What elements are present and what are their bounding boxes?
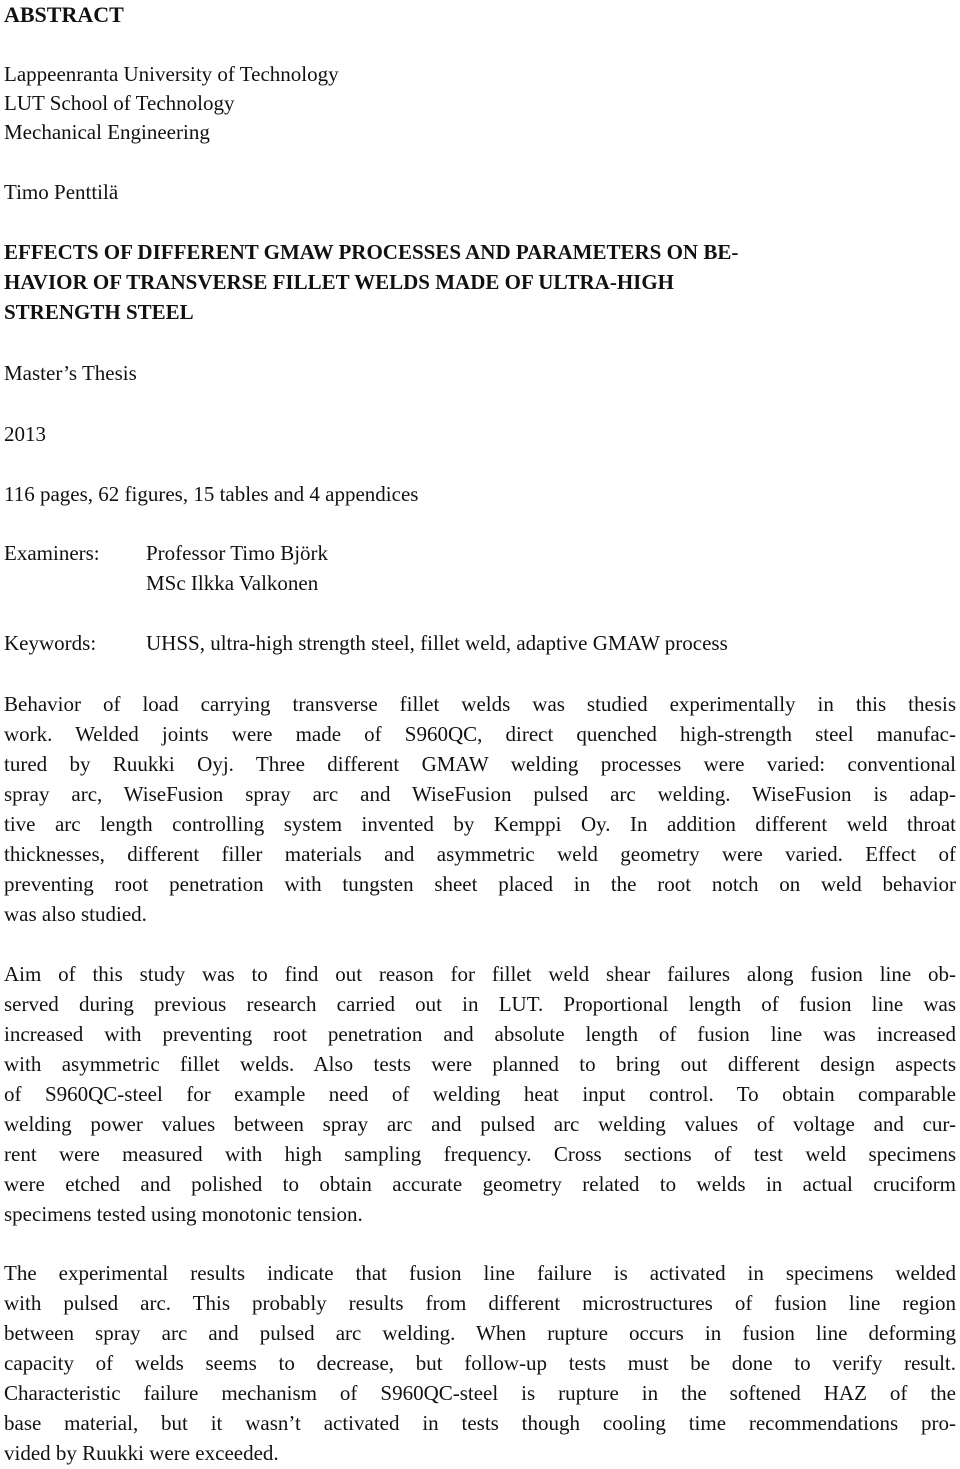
paragraph-line: with pulsed arc. This probably results from different microstructures of fusion line region (4, 1291, 956, 1315)
paragraph-line: rent were measured with high sampling frequency. Cross sections of test weld specimens (4, 1142, 956, 1166)
paragraph-line: preventing root penetration with tungsten sheet placed in the root notch on weld behavior (4, 872, 956, 896)
abstract-paragraph (4, 1258, 956, 1468)
paragraph-line: tive arc length controlling system invented by Kemppi Oy. In addition different weld throat (4, 812, 956, 836)
thesis-type: Master’s Thesis (4, 361, 137, 385)
paragraph-line: served during previous research carried out in LUT. Proportional length of fusion line was (4, 992, 956, 1016)
author-name: Timo Penttilä (4, 180, 119, 204)
paragraph-line: specimens tested using monotonic tension. (4, 1202, 363, 1226)
thesis-title-line: STRENGTH STEEL (4, 300, 194, 324)
paragraph-line: of S960QC-steel for example need of welding heat input control. To obtain comparable (4, 1082, 956, 1106)
keywords-label: Keywords: (4, 631, 97, 655)
paragraph-line: thicknesses, different filler materials and asymmetric weld geometry were varied. Effect of (4, 842, 956, 866)
school-name: LUT School of Technology (4, 91, 235, 115)
paragraph-line: capacity of welds seems to decrease, but follow-up tests must be done to verify result. (4, 1351, 956, 1375)
abstract-paragraph (4, 689, 956, 929)
paragraph-line: was also studied. (4, 902, 147, 926)
paragraph-line: increased with preventing root penetration and absolute length of fusion line was increased (4, 1022, 956, 1046)
department-name: Mechanical Engineering (4, 120, 210, 144)
examiner-name: Professor Timo Björk (146, 541, 329, 565)
examiner-name: MSc Ilkka Valkonen (146, 571, 319, 595)
abstract-heading: ABSTRACT (4, 2, 124, 27)
thesis-year: 2013 (4, 422, 46, 446)
paragraph-line: vided by Ruukki were exceeded. (4, 1441, 279, 1465)
university-name: Lappeenranta University of Technology (4, 62, 339, 86)
paragraph-line: base material, but it wasn’t activated in tests though cooling time recommendations pro- (4, 1411, 956, 1435)
paragraph-line: The experimental results indicate that fusion line failure is activated in specimens welded (4, 1261, 956, 1285)
keywords-value: UHSS, ultra-high strength steel, fillet weld, adaptive GMAW process (146, 631, 728, 655)
abstract-paragraph (4, 959, 956, 1229)
paragraph-line: between spray arc and pulsed arc welding. When rupture occurs in fusion line deforming (4, 1321, 956, 1345)
thesis-title-line: HAVIOR OF TRANSVERSE FILLET WELDS MADE OF ULTRA-HIGH (4, 270, 675, 294)
paragraph-line: with asymmetric fillet welds. Also tests were planned to bring out different design aspects (4, 1052, 956, 1076)
paragraph-line: Behavior of load carrying transverse fillet welds was studied experimentally in this thesis (4, 692, 956, 716)
paragraph-line: work. Welded joints were made of S960QC, direct quenched high-strength steel manufac- (4, 722, 956, 746)
paragraph-line: Aim of this study was to find out reason for fillet weld shear failures along fusion line ob- (4, 962, 956, 986)
paragraph-line: tured by Ruukki Oyj. Three different GMAW welding processes were varied: conventional (4, 752, 956, 776)
paragraph-line: were etched and polished to obtain accurate geometry related to welds in actual cruciform (4, 1172, 956, 1196)
examiners-label: Examiners: (4, 541, 100, 565)
paragraph-line: Characteristic failure mechanism of S960QC-steel is rupture in the softened HAZ of the (4, 1381, 956, 1405)
paragraph-line: welding power values between spray arc and pulsed arc welding values of voltage and cur- (4, 1112, 956, 1136)
thesis-extent: 116 pages, 62 figures, 15 tables and 4 appendices (4, 482, 419, 506)
thesis-title-line: EFFECTS OF DIFFERENT GMAW PROCESSES AND PARAMETERS ON BE- (4, 240, 739, 264)
paragraph-line: spray arc, WiseFusion spray arc and WiseFusion pulsed arc welding. WiseFusion is adap- (4, 782, 956, 806)
